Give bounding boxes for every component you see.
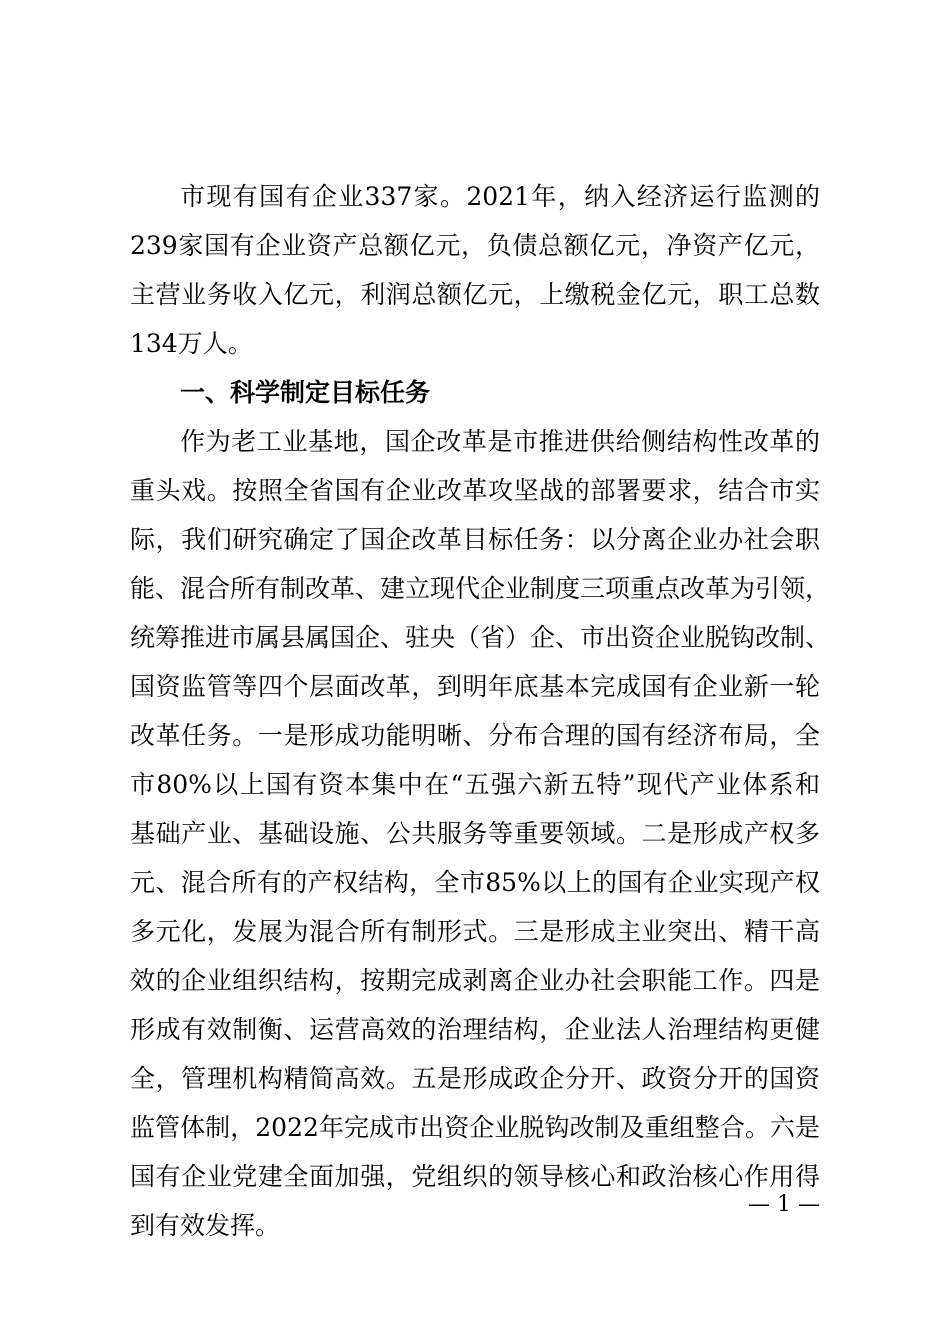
paragraph-overview bbox=[130, 172, 820, 368]
text-line: 多元化，发展为混合所有制形式。三是形成主业突出、精干高 bbox=[130, 917, 820, 946]
document-body bbox=[130, 172, 831, 1250]
text-line: 国有企业党建全面加强，党组织的领导核心和政治核心作用得 bbox=[130, 1162, 820, 1191]
text-line: 统筹推进市属县属国企、驻央（省）企、市出资企业脱钩改制、 bbox=[130, 623, 831, 652]
text-line: 134万人。 bbox=[130, 329, 253, 358]
text-line: 基础产业、基础设施、公共服务等重要领域。二是形成产权多 bbox=[130, 819, 820, 848]
text-line: 能、混合所有制改革、建立现代企业制度三项重点改革为引领， bbox=[130, 574, 831, 603]
text-line: 到有效发挥。 bbox=[130, 1211, 281, 1240]
text-line: 市现有国有企业337家。2021年，纳入经济运行监测的 bbox=[180, 182, 820, 211]
page-number: — 1 — bbox=[748, 1192, 820, 1217]
text-line: 监管体制，2022年完成市出资企业脱钩改制及重组整合。六是 bbox=[130, 1113, 820, 1142]
text-line: 效的企业组织结构，按期完成剥离企业办社会职能工作。四是 bbox=[130, 966, 820, 995]
text-line: 形成有效制衡、运营高效的治理结构，企业法人治理结构更健 bbox=[130, 1015, 820, 1044]
text-line: 作为老工业基地，国企改革是市推进供给侧结构性改革的 bbox=[180, 427, 820, 456]
text-line: 239家国有企业资产总额亿元，负债总额亿元，净资产亿元， bbox=[130, 231, 820, 260]
text-line: 主营业务收入亿元，利润总额亿元，上缴税金亿元，职工总数 bbox=[130, 280, 820, 309]
text-line: 国资监管等四个层面改革，到明年底基本完成国有企业新一轮 bbox=[130, 672, 820, 701]
text-line: 重头戏。按照全省国有企业改革攻坚战的部署要求，结合市实 bbox=[130, 476, 820, 505]
text-line: 市80%以上国有资本集中在“五强六新五特”现代产业体系和 bbox=[130, 770, 820, 799]
text-line: 全，管理机构精简高效。五是形成政企分开、政资分开的国资 bbox=[130, 1064, 820, 1093]
text-line: 际，我们研究确定了国企改革目标任务：以分离企业办社会职 bbox=[130, 525, 820, 554]
paragraph-targets bbox=[130, 417, 831, 1250]
text-line: 改革任务。一是形成功能明晰、分布合理的国有经济布局，全 bbox=[130, 721, 820, 750]
section-heading-text: 一、科学制定目标任务 bbox=[180, 378, 431, 407]
section-heading bbox=[130, 368, 820, 417]
text-line: 元、混合所有的产权结构，全市85%以上的国有企业实现产权 bbox=[130, 868, 820, 897]
